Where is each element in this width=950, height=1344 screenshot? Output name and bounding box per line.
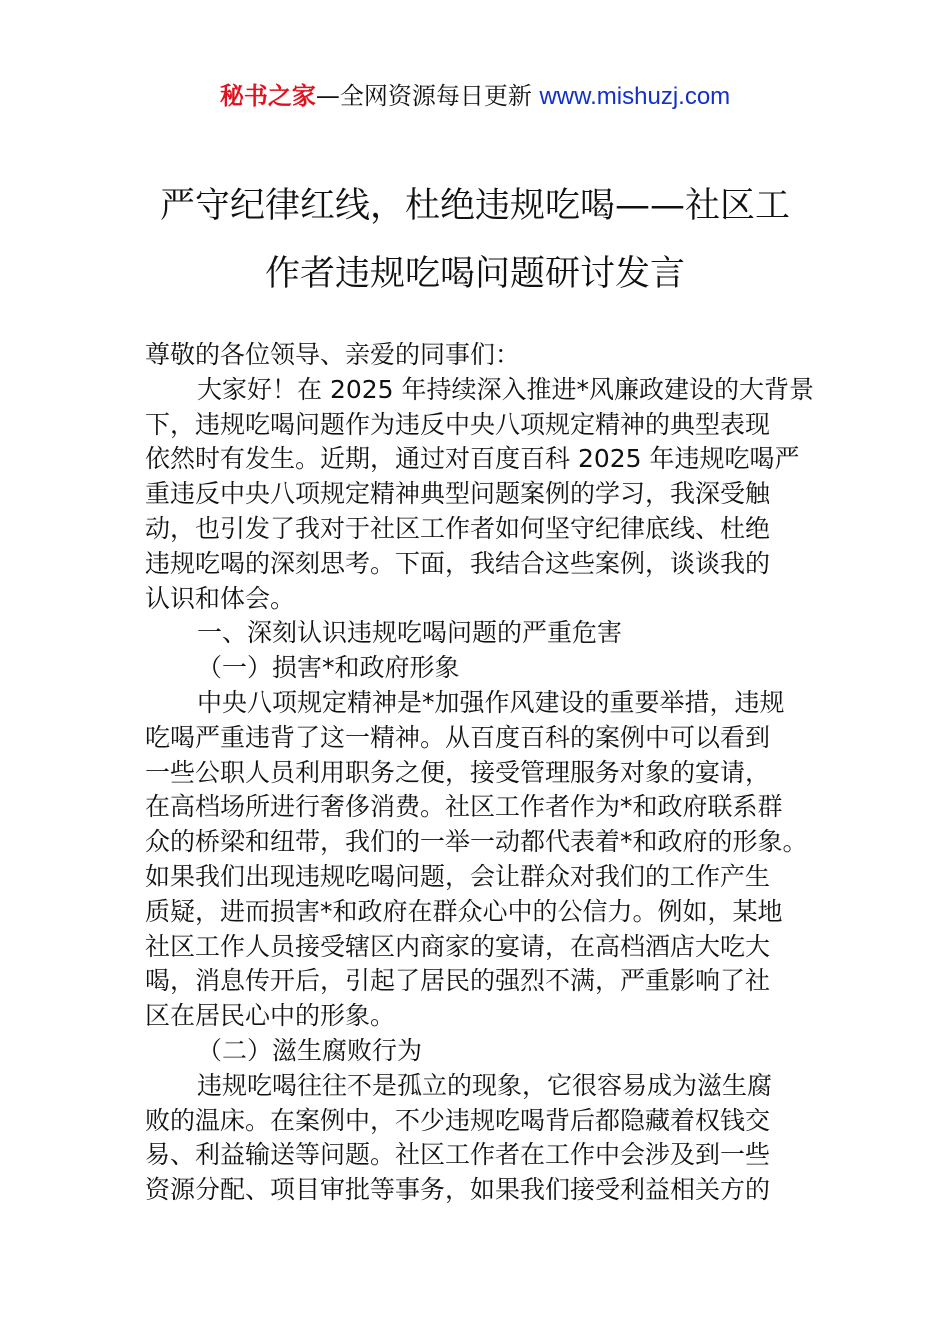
subsection-heading: （二）滋生腐败行为	[197, 1035, 423, 1065]
paragraph-line: 败的温床。在案例中，不少违规吃喝背后都隐藏着权钱交	[145, 1105, 771, 1135]
paragraph-line: 在高档场所进行奢侈消费。社区工作者作为*和政府联系群	[145, 792, 783, 822]
paragraph-line: 下，违规吃喝问题作为违反中央八项规定精神的典型表现	[145, 409, 771, 439]
paragraph-line: 依然时有发生。近期，通过对百度百科 2025 年违规吃喝严	[145, 444, 800, 474]
paragraph-line: 质疑，进而损害*和政府在群众心中的公信力。例如，某地	[145, 896, 783, 926]
paragraph-line: 一些公职人员利用职务之便，接受管理服务对象的宴请，	[145, 757, 771, 787]
paragraph-line: 众的桥梁和纽带，我们的一举一动都代表着*和政府的形象。	[145, 827, 808, 857]
paragraph-line: 吃喝严重违背了这一精神。从百度百科的案例中可以看到	[145, 722, 771, 752]
document-body	[145, 338, 815, 1208]
site-header	[0, 80, 950, 113]
paragraph-line: 中央八项规定精神是*加强作风建设的重要举措，违规	[197, 687, 785, 717]
paragraph-line: 易、利益输送等问题。社区工作者在工作中会涉及到一些	[145, 1140, 771, 1170]
paragraph-line: 动，也引发了我对于社区工作者如何坚守纪律底线、杜绝	[145, 513, 771, 543]
paragraph-line: 重违反中央八项规定精神典型问题案例的学习，我深受触	[145, 479, 771, 509]
section-heading: 一、深刻认识违规吃喝问题的严重危害	[197, 618, 623, 648]
document-title	[140, 172, 810, 308]
salutation: 尊敬的各位领导、亲爱的同事们：	[145, 340, 521, 369]
paragraph-line: 喝，消息传开后，引起了居民的强烈不满，严重影响了社	[145, 966, 771, 996]
paragraph-line: 违规吃喝往往不是孤立的现象，它很容易成为滋生腐	[197, 1070, 773, 1100]
paragraph-line: 大家好！在 2025 年持续深入推进*风廉政建设的大背景	[197, 374, 815, 404]
site-tagline: —全网资源每日更新	[315, 82, 540, 110]
paragraph-line: 社区工作人员接受辖区内商家的宴请，在高档酒店大吃大	[145, 931, 771, 961]
site-name: 秘书之家	[219, 82, 316, 110]
paragraph-line: 区在居民心中的形象。	[145, 1001, 396, 1031]
paragraph-line: 资源分配、项目审批等事务，如果我们接受利益相关方的	[145, 1175, 771, 1205]
title-line-1: 严守纪律红线，杜绝违规吃喝——社区工	[159, 186, 790, 226]
paragraph-line: 认识和体会。	[145, 583, 296, 613]
title-line-2: 作者违规吃喝问题研讨发言	[264, 254, 685, 294]
subsection-heading: （一）损害*和政府形象	[197, 653, 460, 683]
paragraph-line: 如果我们出现违规吃喝问题，会让群众对我们的工作产生	[145, 861, 771, 891]
site-url-link[interactable]: www.mishuzj.com	[539, 83, 731, 110]
paragraph-line: 违规吃喝的深刻思考。下面，我结合这些案例，谈谈我的	[145, 548, 771, 578]
